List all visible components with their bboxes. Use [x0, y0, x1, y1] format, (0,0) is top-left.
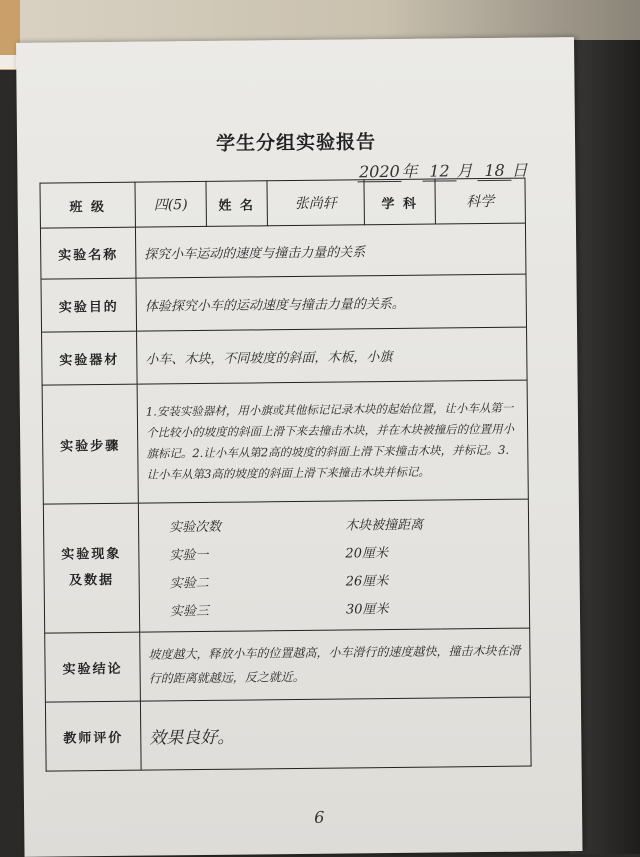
- experiment-steps-row: [42, 380, 528, 504]
- report-table: [39, 178, 531, 772]
- date-day: 18: [477, 161, 511, 181]
- observation-data-row: [140, 592, 529, 624]
- date-year-label: 年: [401, 161, 418, 181]
- experiment-purpose-row: [41, 274, 527, 332]
- experiment-name-row: [40, 223, 526, 279]
- date-day-label: 日: [511, 160, 528, 180]
- experiment-name-label: 实验名称: [40, 227, 136, 279]
- observation-header-row: [139, 508, 528, 540]
- observation-data-row: [139, 536, 528, 568]
- date-month-label: 月: [456, 161, 473, 181]
- experiment-observation-value: [138, 499, 529, 632]
- name-value: 张尚轩: [267, 180, 364, 226]
- experiment-name-value: [135, 223, 526, 278]
- observation-label-line2: 及数据: [69, 572, 115, 589]
- subject-value: 科学: [435, 178, 525, 224]
- observation-distance: 20厘米: [345, 545, 389, 562]
- experiment-purpose-value: [136, 274, 527, 331]
- teacher-evaluation-value: [140, 697, 531, 770]
- experiment-conclusion-text: 坡度越大，释放小车的位置越高，小车滑行的速度越快，撞击木块在滑行的距离就越远，反之就近。: [148, 643, 521, 686]
- teacher-evaluation-text: 效果良好。: [149, 727, 235, 749]
- subject-label: 学 科: [364, 179, 435, 225]
- observation-distance: 26厘米: [345, 573, 389, 589]
- info-row: [40, 178, 525, 228]
- experiment-purpose-text: 体验探究小车的运动速度与撞击力量的关系。: [144, 296, 405, 315]
- observation-label-line1: 实验现象: [61, 546, 122, 563]
- experiment-steps-label: 实验步骤: [42, 384, 138, 504]
- observation-distance: 30厘米: [345, 601, 389, 617]
- observation-data-table: [139, 508, 529, 624]
- experiment-steps-text: 1.安装实验器材，用小旗或其他标记记录木块的起始位置，让小车从第一个比较小的坡度的斜面上滑下来去撞击木块，并在木块被撞后的位置用小旗标记。2.让小车从第2高的坡度的斜面上滑下来撞击木块，并标记。3.让小车从第3高的坡度的斜面上滑下来撞击木块并标记。: [145, 400, 515, 482]
- date-month: 12: [422, 161, 456, 181]
- observation-trial: 实验三: [169, 603, 210, 619]
- experiment-purpose-label: 实验目的: [41, 278, 137, 332]
- experiment-materials-value: [137, 327, 528, 384]
- class-value: 四(5): [135, 181, 206, 227]
- experiment-steps-value: [137, 380, 528, 503]
- report-sheet: [16, 37, 582, 857]
- teacher-evaluation-label: 教师评价: [45, 701, 141, 771]
- teacher-evaluation-row: [45, 697, 531, 771]
- experiment-conclusion-label: 实验结论: [45, 632, 141, 702]
- date-year: 2020: [358, 161, 400, 182]
- experiment-name-text: 探究小车运动的速度与撞击力量的关系: [144, 244, 366, 263]
- experiment-conclusion-value: [140, 628, 531, 701]
- experiment-materials-row: [42, 327, 528, 385]
- class-label: 班 级: [40, 182, 135, 228]
- experiment-materials-label: 实验器材: [42, 331, 138, 385]
- experiment-materials-text: 小车、木块，不同坡度的斜面，木板，小旗: [145, 349, 393, 368]
- observation-data-row: [140, 564, 529, 596]
- observation-trial: 实验一: [169, 547, 209, 563]
- observation-header-distance: 木块被撞距离: [345, 517, 424, 534]
- observation-header-trial: 实验次数: [169, 519, 222, 535]
- report-title: 学生分组实验报告: [215, 131, 377, 155]
- experiment-conclusion-row: [45, 628, 531, 702]
- page-number: 6: [314, 807, 325, 827]
- experiment-observation-row: [43, 499, 529, 633]
- name-label: 姓 名: [206, 181, 267, 227]
- experiment-observation-label: [43, 503, 139, 633]
- observation-trial: 实验二: [169, 575, 209, 591]
